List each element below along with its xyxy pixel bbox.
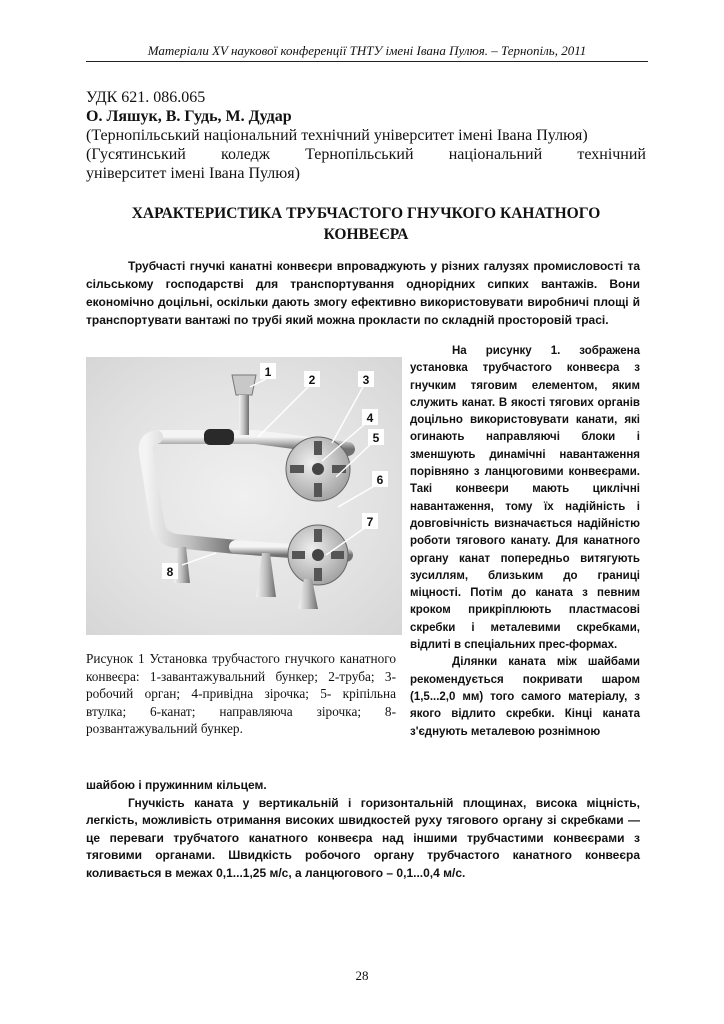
guide-sprocket-hub	[312, 549, 324, 561]
affiliation-2-line1: (Гусятинський коледж Тернопільський національний технічний	[86, 146, 646, 163]
figure-label-2: 2	[308, 373, 316, 387]
loading-hopper-neck	[239, 395, 249, 435]
title-line-2: КОНВЕЄРА	[323, 226, 409, 243]
continuation-line: шайбою і пружинним кільцем.	[86, 778, 267, 792]
unloading-hopper-2	[256, 553, 276, 597]
figure-label-3: 3	[362, 373, 370, 387]
conveyor-drawing	[86, 357, 402, 635]
figure-caption: Рисунок 1 Установка трубчастого гнучкого канатного конвеєра: 1-завантажувальний бункер; 2-труба; 3- робочий орган; 4-привідна зірочка; 5- кріпільна втулка; 6-канат; направляюча зірочка; 8- розвантажувальний бункер.	[86, 651, 396, 736]
figure-conveyor-illustration	[86, 357, 402, 635]
drive-sprocket-hub	[312, 463, 324, 475]
right-column-text	[410, 343, 640, 741]
figure-label-7: 7	[366, 515, 374, 529]
page-number: 28	[355, 968, 369, 983]
figure-label-1: 1	[264, 365, 272, 379]
affiliation-2-line2: університет імені Івана Пулюя)	[86, 165, 300, 182]
right-column-paragraph-2: Ділянки каната між шайбами рекомендується покривати шаром (1,5...2,0 мм) того самого матеріалу, з якого відлито скребки. Кінці каната з'єднують металевою рознімною	[410, 656, 640, 738]
figure-label-4: 4	[366, 411, 374, 425]
loading-hopper	[232, 375, 256, 395]
udk-code: УДК 621. 086.065	[86, 89, 206, 106]
intro-paragraph: Трубчасті гнучкі канатні конвеєри впроваджують у різних галузях промисловості та сільському господарстві для транспортування однорідних сипких вантажів. Вони економічно доцільні, оскільки дають змогу ефективно використовувати виробничі площі й транспортувати вантажі по трубі який можна прокласти по складній просторовій трасі.	[86, 259, 640, 327]
figure-label-8: 8	[166, 565, 174, 579]
authors: О. Ляшук, В. Гудь, М. Дудар	[86, 108, 292, 125]
pipe-inspection-section	[204, 429, 234, 445]
affiliation-1: (Тернопільський національний технічний університет імені Івана Пулюя)	[86, 127, 588, 144]
left-pipe-loop	[146, 437, 236, 547]
running-header: Матеріали XV наукової конференції ТНТУ імені Івана Пулюя. – Тернопіль, 2011	[86, 43, 648, 62]
title-line-1: ХАРАКТЕРИСТИКА ТРУБЧАСТОГО ГНУЧКОГО КАНАТНОГО	[131, 205, 601, 222]
figure-label-5: 5	[372, 431, 380, 445]
closing-text	[86, 777, 640, 882]
final-paragraph: Гнучкість каната у вертикальній і горизонтальній площинах, висока міцність, легкість, можливість отримання високих швидкостей руху тягового органу зі скребками — це переваги трубчатого канатного конвеєра над іншими трубчастими конвеєрами з тяговими органами. Швидкість робочого органу трубчастого канатного конвеєра коливається в межах 0,1...1,25 м/с, а ланцюгового – 0,1...0,4 м/с.	[86, 795, 640, 880]
paper-title	[86, 203, 646, 245]
right-column-paragraph-1: На рисунку 1. зображена установка трубчастого конвеєра з гнучким тяговим елементом, яким служить канат. В якості тягових органів доцільно використовувати канати, які огинають направляючі блоки і зменшують динамічні навантаження порівняно з ланцюговими конвеєрами. Такі конвеєри мають циклічні навантаження, тому їх надійність і довговічність визначається надійністю роботи тягового канату. Для канатного органу канат попередньо витягують зусиллям, близьким до границі міцності. Потім до каната з певним кроком прикріплюють пластмасові скребки і металевими скребками, відлиті в спеціальних прес-формах.	[410, 345, 640, 652]
figure-label-6: 6	[376, 473, 384, 487]
article-meta	[86, 88, 646, 183]
